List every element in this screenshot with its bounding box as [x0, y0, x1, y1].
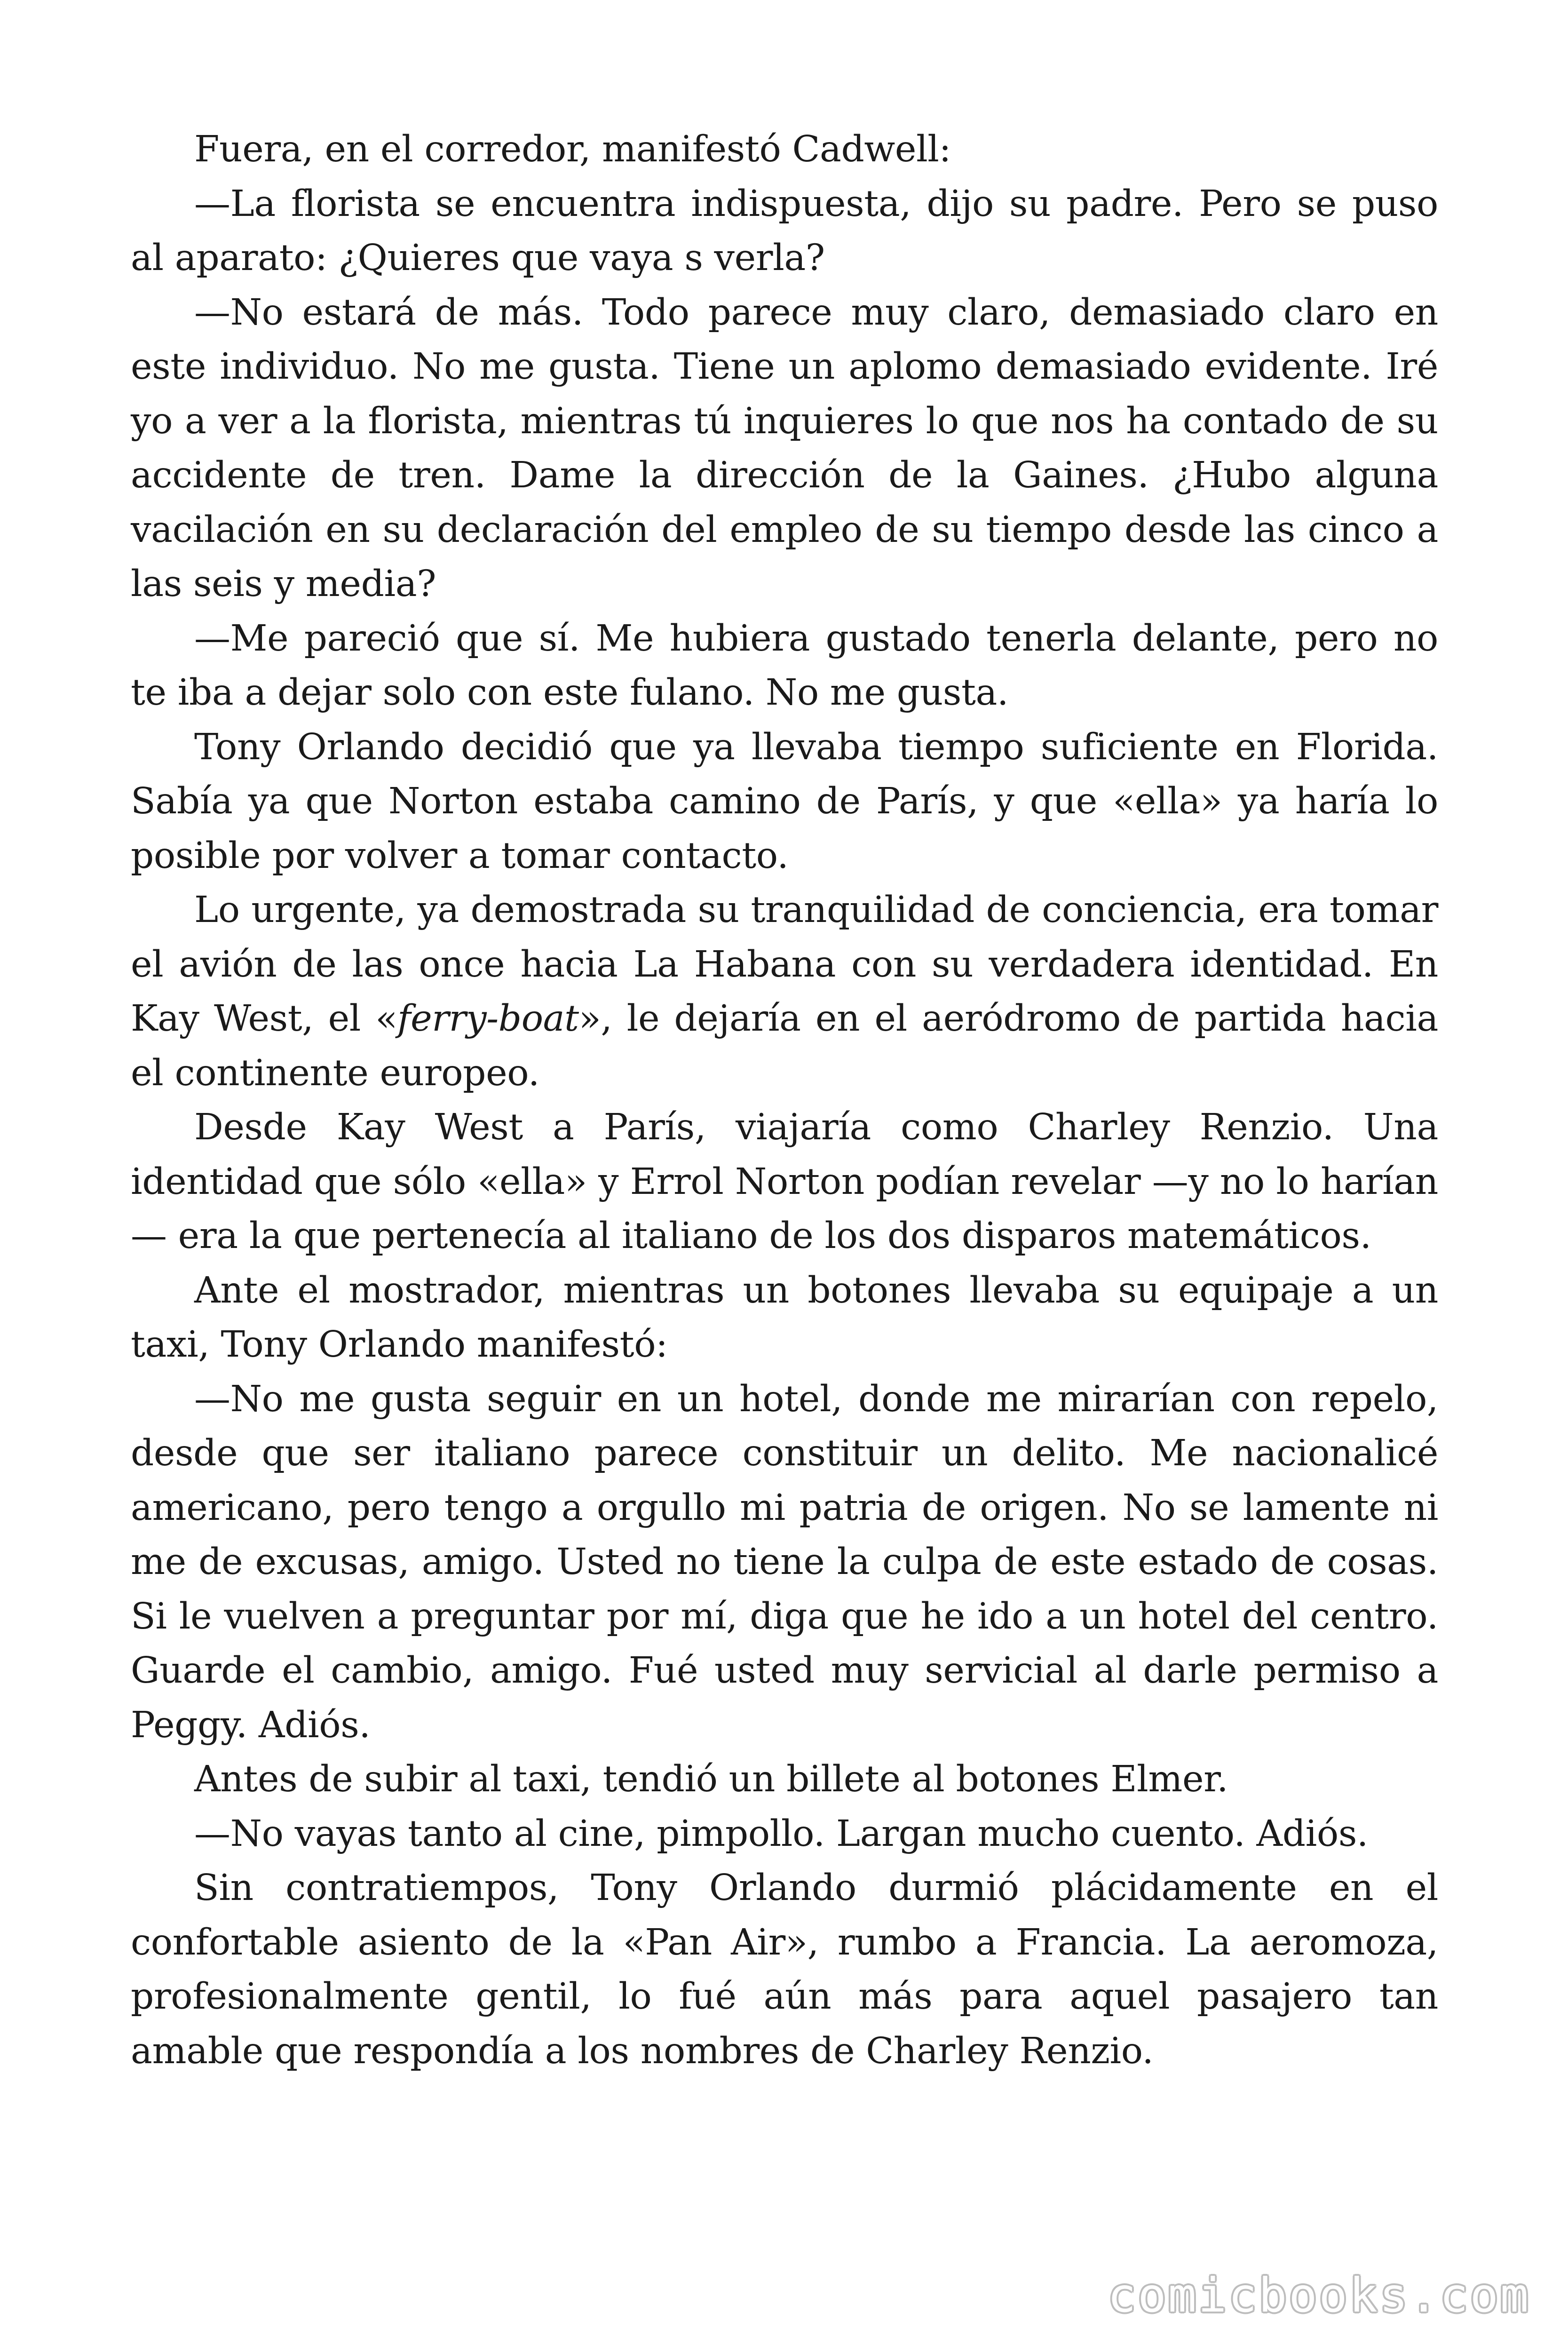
paragraph-8: Ante el mostrador, mientras un botones llevaba su equipaje a un taxi, Tony Orlando manifestó:	[131, 1269, 1438, 1366]
paragraph-6-italic: ferry-boat	[397, 998, 579, 1040]
watermark: comicbooks.com	[1108, 2268, 1530, 2323]
paragraph-6	[131, 883, 1438, 1100]
page-body	[131, 122, 1438, 2078]
paragraph-2: —La florista se encuentra indispuesta, dijo su padre. Pero se puso al aparato: ¿Quieres que vaya s verla?	[131, 183, 1438, 279]
paragraph-4: —Me pareció que sí. Me hubiera gustado tenerla delante, pero no te iba a dejar solo con este fulano. No me gusta.	[131, 617, 1438, 714]
paragraph-12: Sin contratiempos, Tony Orlando durmió plácidamente en el confortable asiento de la «Pan Air», rumbo a Francia. La aeromoza, profesionalmente gentil, lo fué aún más para aquel pasajero tan amable que respondía a los nombres de Charley Renzio.	[131, 1867, 1438, 2072]
paragraph-6-text-before: Lo urgente, ya demostrada su tranquilidad de conciencia, era tomar el avión de las once hacia La Habana con su verdadera identidad. En Kay West, el «	[131, 889, 1438, 1040]
paragraph-7: Desde Kay West a París, viajaría como Charley Renzio. Una identidad que sólo «ella» y Errol Norton podían revelar —y no lo harían— era la que pertenecía al italiano de los dos disparos matemáticos.	[131, 1106, 1438, 1257]
paragraph-5: Tony Orlando decidió que ya llevaba tiempo suficiente en Florida. Sabía ya que Norton estaba camino de París, y que «ella» ya haría lo posible por volver a tomar contacto.	[131, 726, 1438, 877]
paragraph-1: Fuera, en el corredor, manifestó Cadwell:	[194, 128, 951, 170]
paragraph-9: —No me gusta seguir en un hotel, donde me mirarían con repelo, desde que ser italiano parece constituir un delito. Me nacionalicé americano, pero tengo a orgullo mi patria de origen. No se lamente ni me de excusas, amigo. Usted no tiene la culpa de este estado de cosas. Si le vuelven a preguntar por mí, diga que he ido a un hotel del centro. Guarde el cambio, amigo. Fué usted muy servicial al darle permiso a Peggy. Adiós.	[131, 1378, 1438, 1746]
paragraph-11: —No vayas tanto al cine, pimpollo. Largan mucho cuento. Adiós.	[194, 1812, 1369, 1855]
paragraph-3: —No estará de más. Todo parece muy claro, demasiado claro en este individuo. No me gusta. Tiene un aplomo demasiado evidente. Iré yo a ver a la florista, mientras tú inquieres lo que nos ha contado de su accidente de tren. Dame la dirección de la Gaines. ¿Hubo alguna vacilación en su declaración del empleo de su tiempo desde las cinco a las seis y media?	[131, 291, 1438, 605]
paragraph-6-text-after: », le dejaría en el aeródromo de partida hacia el continente europeo.	[131, 998, 1438, 1094]
paragraph-10: Antes de subir al taxi, tendió un billete al botones Elmer.	[194, 1758, 1228, 1800]
